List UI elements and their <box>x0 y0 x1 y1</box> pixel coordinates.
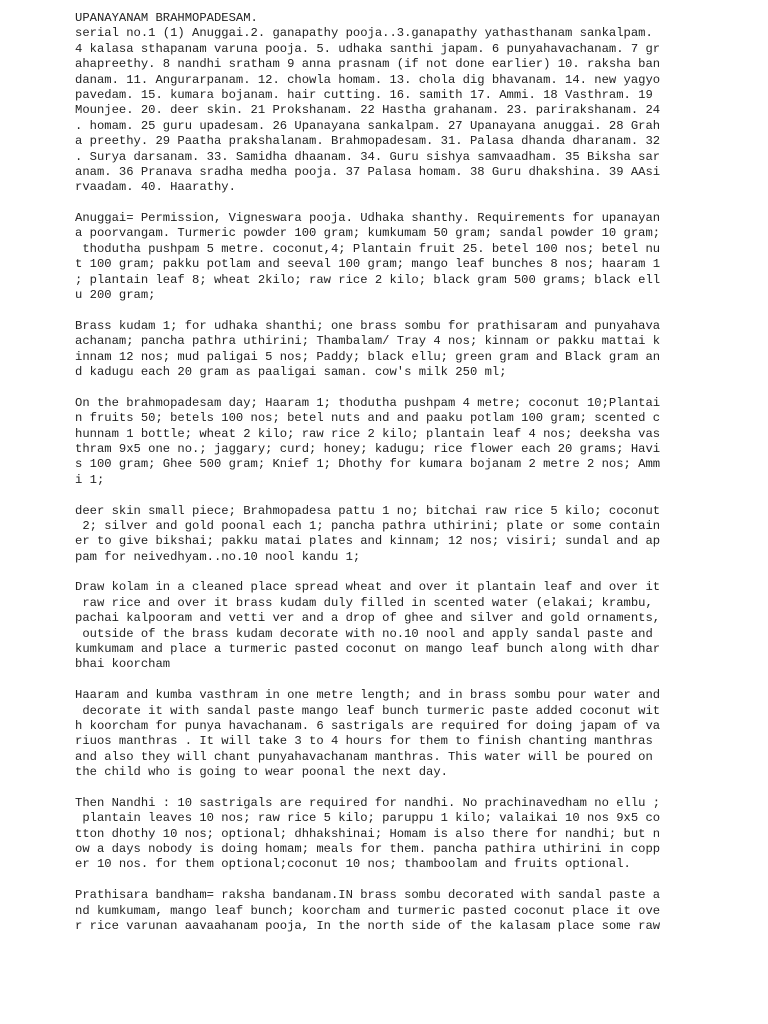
text-line: nd kumkumam, mango leaf bunch; koorcham and turmeric pasted coconut place it ove <box>75 903 661 918</box>
text-line: d kadugu each 20 gram as paaligai saman. cow's milk 250 ml; <box>75 364 507 379</box>
text-line: thram 9x5 one no.; jaggary; curd; honey; kadugu; rice flower each 20 grams; Havi <box>75 441 661 456</box>
text-line: innam 12 nos; mud paligai 5 nos; Paddy; black ellu; green gram and Black gram an <box>75 349 661 364</box>
text-line: anam. 36 Pranava sradha medha pooja. 37 Palasa homam. 38 Guru dhakshina. 39 AAsi <box>75 164 661 179</box>
text-line: pam for neivedhyam..no.10 nool kandu 1; <box>75 549 361 564</box>
text-line: ; plantain leaf 8; wheat 2kilo; raw rice 2 kilo; black gram 500 grams; black ell <box>75 272 661 287</box>
text-line: On the brahmopadesam day; Haaram 1; thodutha pushpam 4 metre; coconut 10;Plantai <box>75 395 661 410</box>
text-line: u 200 gram; <box>75 288 156 303</box>
text-line: s 100 gram; Ghee 500 gram; Knief 1; Dhothy for kumara bojanam 2 metre 2 nos; Amm <box>75 457 661 472</box>
text-line: rvaadam. 40. Haarathy. <box>75 180 236 195</box>
text-line: Prathisara bandham= raksha bandanam.IN brass sombu decorated with sandal paste a <box>75 888 661 903</box>
text-line: t 100 gram; pakku potlam and seeval 100 gram; mango leaf bunches 8 nos; haaram 1 <box>75 257 661 272</box>
paragraph-title-list <box>75 11 675 196</box>
text-line: outside of the brass kudam decorate with no.10 nool and apply sandal paste and <box>75 626 653 641</box>
paragraph-gap <box>75 196 675 211</box>
text-line: er 10 nos. for them optional;coconut 10 nos; thamboolam and fruits optional. <box>75 857 631 872</box>
paragraph-gap <box>75 673 675 688</box>
paragraph-gap <box>75 380 675 395</box>
text-line: h koorcham for punya havachanam. 6 sastrigals are required for doing japam of va <box>75 718 661 733</box>
document-page <box>75 11 675 934</box>
paragraph-gap <box>75 488 675 503</box>
text-line: Then Nandhi : 10 sastrigals are required for nandhi. No prachinavedham no ellu ; <box>75 795 661 810</box>
text-line: i 1; <box>75 472 105 487</box>
text-line: serial no.1 (1) Anuggai.2. ganapathy pooja..3.ganapathy yathasthanam sankalpam. <box>75 26 653 41</box>
text-line: ow a days nobody is doing homam; meals for them. pancha pathira uthirini in copp <box>75 842 661 857</box>
paragraph-gap <box>75 565 675 580</box>
text-line: Haaram and kumba vasthram in one metre length; and in brass sombu pour water and <box>75 688 661 703</box>
paragraph-haaram <box>75 688 675 780</box>
text-line: the child who is going to wear poonal the next day. <box>75 765 448 780</box>
paragraph-gap <box>75 303 675 318</box>
text-line: a poorvangam. Turmeric powder 100 gram; kumkumam 50 gram; sandal powder 10 gram; <box>75 226 661 241</box>
text-line: . homam. 25 guru upadesam. 26 Upanayana sankalpam. 27 Upanayana anuggai. 28 Grah <box>75 118 661 133</box>
text-line: 4 kalasa sthapanam varuna pooja. 5. udhaka santhi japam. 6 punyahavachanam. 7 gr <box>75 41 661 56</box>
paragraph-nandhi <box>75 796 675 873</box>
text-line: UPANAYANAM BRAHMOPADESAM. <box>75 11 258 25</box>
text-line: deer skin small piece; Brahmopadesa pattu 1 no; bitchai raw rice 5 kilo; coconut <box>75 503 661 518</box>
paragraph-gap <box>75 873 675 888</box>
text-line: hunnam 1 bottle; wheat 2 kilo; raw rice 2 kilo; plantain leaf 4 nos; deeksha vas <box>75 426 661 441</box>
text-line: plantain leaves 10 nos; raw rice 5 kilo; paruppu 1 kilo; valaikai 10 nos 9x5 co <box>75 811 661 826</box>
text-line: riuos manthras . It will take 3 to 4 hours for them to finish chanting manthras <box>75 734 653 749</box>
text-line: Draw kolam in a cleaned place spread wheat and over it plantain leaf and over it <box>75 580 661 595</box>
text-line: pachai kalpooram and vetti ver and a drop of ghee and silver and gold ornaments, <box>75 611 661 626</box>
text-line: kumkumam and place a turmeric pasted coconut on mango leaf bunch along with dhar <box>75 642 661 657</box>
text-line: decorate it with sandal paste mango leaf bunch turmeric paste added coconut wit <box>75 703 661 718</box>
text-line: ahapreethy. 8 nandhi sratham 9 anna prasnam (if not done earlier) 10. raksha ban <box>75 57 661 72</box>
text-line: er to give bikshai; pakku matai plates and kinnam; 12 nos; visiri; sundal and ap <box>75 534 661 549</box>
text-line: Mounjee. 20. deer skin. 21 Prokshanam. 22 Hastha grahanam. 23. parirakshanam. 24 <box>75 103 661 118</box>
paragraph-anuggai <box>75 211 675 303</box>
text-line: Anuggai= Permission, Vigneswara pooja. Udhaka shanthy. Requirements for upanayan <box>75 211 661 226</box>
paragraph-brass-kudam <box>75 319 675 381</box>
text-line: danam. 11. Angurarpanam. 12. chowla homam. 13. chola dig bhavanam. 14. new yagyo <box>75 72 661 87</box>
text-line: Brass kudam 1; for udhaka shanthi; one brass sombu for prathisaram and punyahava <box>75 318 661 333</box>
paragraph-brahmopadesam-day <box>75 396 675 488</box>
text-line: achanam; pancha pathra uthirini; Thambalam/ Tray 4 nos; kinnam or pakku mattai k <box>75 334 661 349</box>
text-line: tton dhothy 10 nos; optional; dhhakshinai; Homam is also there for nandhi; but n <box>75 826 661 841</box>
text-line: n fruits 50; betels 100 nos; betel nuts and and paaku potlam 100 gram; scented c <box>75 411 661 426</box>
paragraph-gap <box>75 781 675 796</box>
text-line: pavedam. 15. kumara bojanam. hair cutting. 16. samith 17. Ammi. 18 Vasthram. 19 <box>75 87 653 102</box>
text-line: raw rice and over it brass kudam duly filled in scented water (elakai; krambu, <box>75 595 653 610</box>
text-line: a preethy. 29 Paatha prakshalanam. Brahmopadesam. 31. Palasa dhanda dharanam. 32 <box>75 134 661 149</box>
text-line: . Surya darsanam. 33. Samidha dhaanam. 34. Guru sishya samvaadham. 35 Biksha sar <box>75 149 661 164</box>
text-line: and also they will chant punyahavachanam manthras. This water will be poured on <box>75 749 653 764</box>
text-line: r rice varunan aavaahanam pooja, In the north side of the kalasam place some raw <box>75 919 661 934</box>
text-line: 2; silver and gold poonal each 1; pancha pathra uthirini; plate or some contain <box>75 518 661 533</box>
paragraph-prathisara <box>75 888 675 934</box>
text-line: bhai koorcham <box>75 657 171 672</box>
paragraph-deer-skin <box>75 504 675 566</box>
paragraph-draw-kolam <box>75 580 675 672</box>
text-line: thodutha pushpam 5 metre. coconut,4; Plantain fruit 25. betel 100 nos; betel nu <box>75 241 661 256</box>
